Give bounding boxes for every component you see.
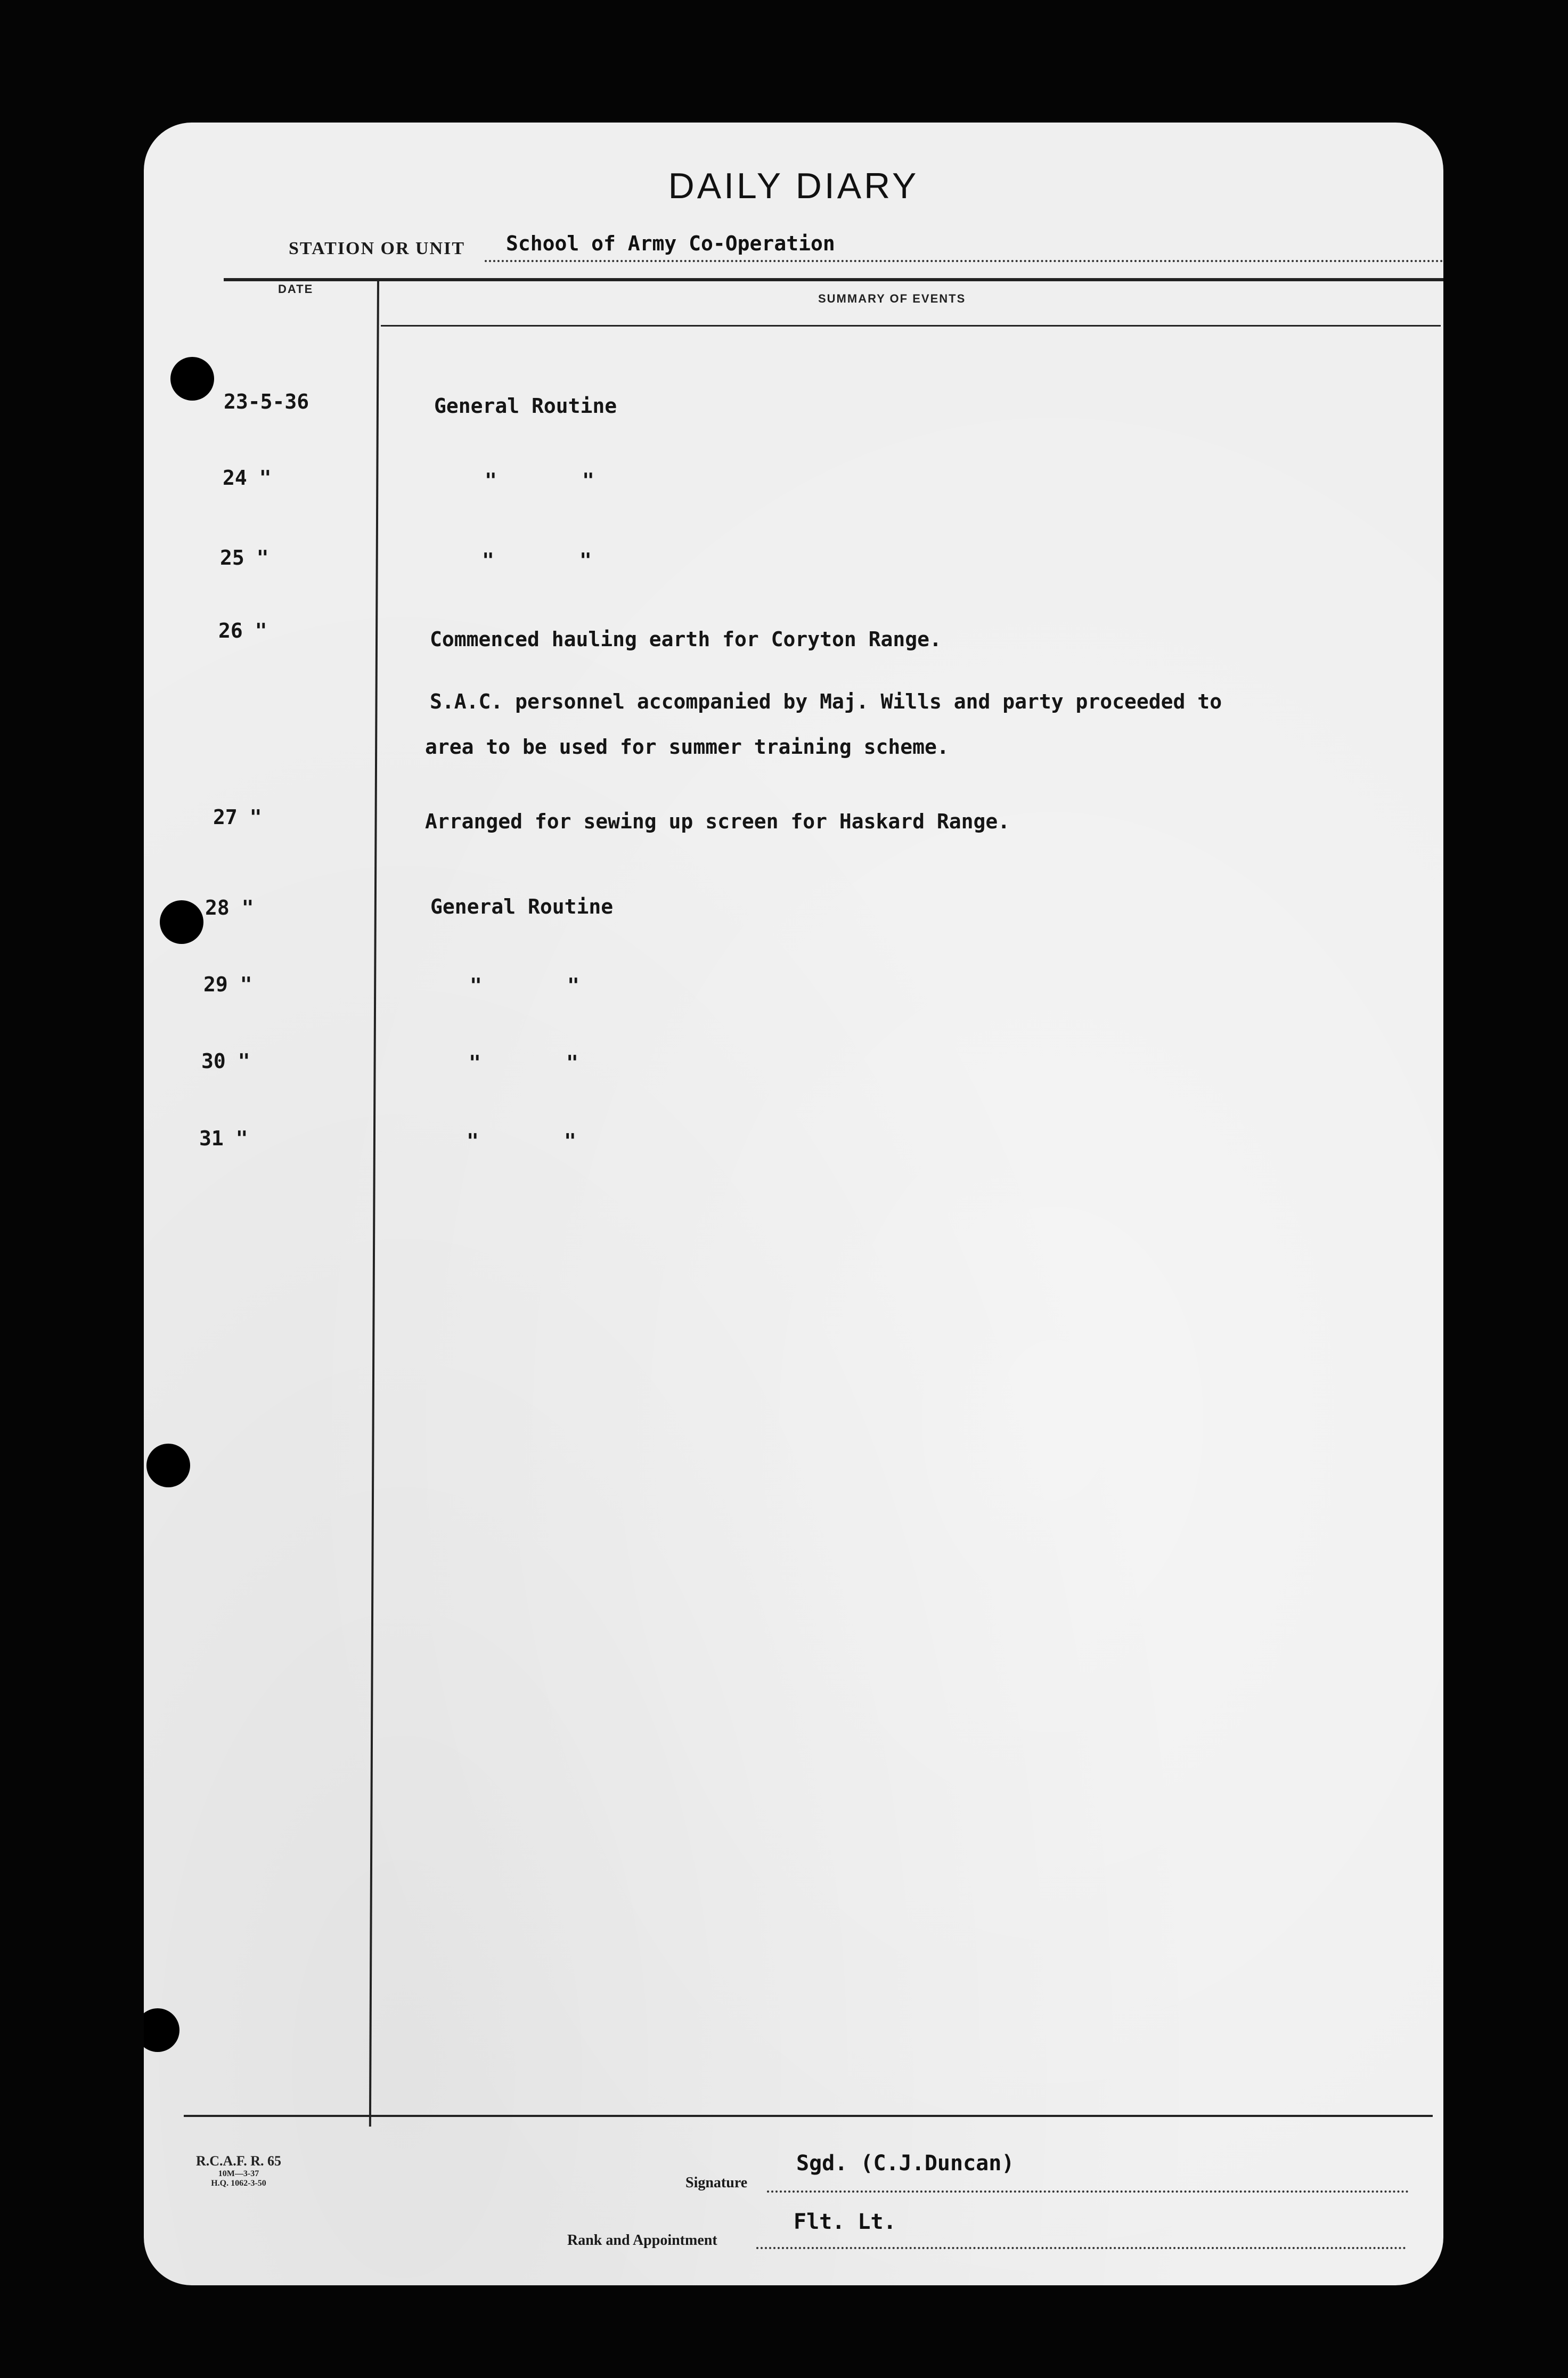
entry-line: " "	[469, 1051, 578, 1074]
entry-date: 24 "	[223, 466, 272, 490]
entry-date: 28 "	[205, 896, 254, 919]
rank-value: Flt. Lt.	[794, 2210, 896, 2234]
punch-hole-1	[170, 357, 214, 401]
form-code	[185, 2153, 292, 2188]
entry-date: 26 "	[218, 619, 267, 642]
punch-hole-3	[146, 1444, 190, 1487]
entry-date: 29 "	[203, 973, 252, 996]
entry-line: " "	[485, 469, 594, 492]
table-bottom-rule	[184, 2115, 1433, 2117]
entry-line: S.A.C. personnel accompanied by Maj. Wills and party proceeded to	[430, 690, 1222, 713]
form-code-line: 10M—3-37	[218, 2169, 259, 2178]
summary-column-header: SUMMARY OF EVENTS	[818, 292, 966, 305]
date-column-header: DATE	[278, 282, 314, 296]
punch-hole-4	[144, 2008, 179, 2052]
station-dotted-line	[485, 260, 1443, 262]
header-bottom-rule	[381, 325, 1441, 327]
page-title: DAILY DIARY	[668, 166, 919, 206]
entry-line: Arranged for sewing up screen for Haskard Range.	[425, 810, 1010, 833]
signature-dotted-line	[767, 2190, 1409, 2193]
entry-line: " "	[470, 974, 579, 997]
diary-page	[144, 123, 1443, 2285]
rank-dotted-line	[756, 2247, 1406, 2249]
table-top-rule	[224, 278, 1443, 281]
entry-line: General Routine	[430, 895, 614, 918]
entry-line: General Routine	[434, 394, 617, 418]
entry-date: 25 "	[220, 546, 269, 569]
entry-line: area to be used for summer training scheme.	[425, 735, 949, 759]
entry-date: 30 "	[201, 1049, 250, 1073]
rank-label: Rank and Appointment	[567, 2232, 717, 2249]
entry-date: 31 "	[199, 1127, 248, 1150]
entry-line: Commenced hauling earth for Coryton Range.	[430, 628, 942, 651]
entry-date: 23-5-36	[224, 390, 309, 413]
date-column-divider	[369, 278, 379, 2127]
entry-date: 27 "	[213, 805, 262, 829]
punch-hole-2	[160, 900, 203, 944]
signature-label: Signature	[685, 2175, 748, 2191]
form-code-line: H.Q. 1062-3-50	[211, 2179, 266, 2188]
station-value: School of Army Co-Operation	[506, 232, 835, 255]
entry-line: " "	[467, 1129, 576, 1153]
signature-value: Sgd. (C.J.Duncan)	[796, 2151, 1015, 2176]
entry-line: " "	[482, 549, 592, 572]
form-code-line: R.C.A.F. R. 65	[195, 2153, 282, 2169]
station-label: STATION OR UNIT	[289, 239, 466, 258]
